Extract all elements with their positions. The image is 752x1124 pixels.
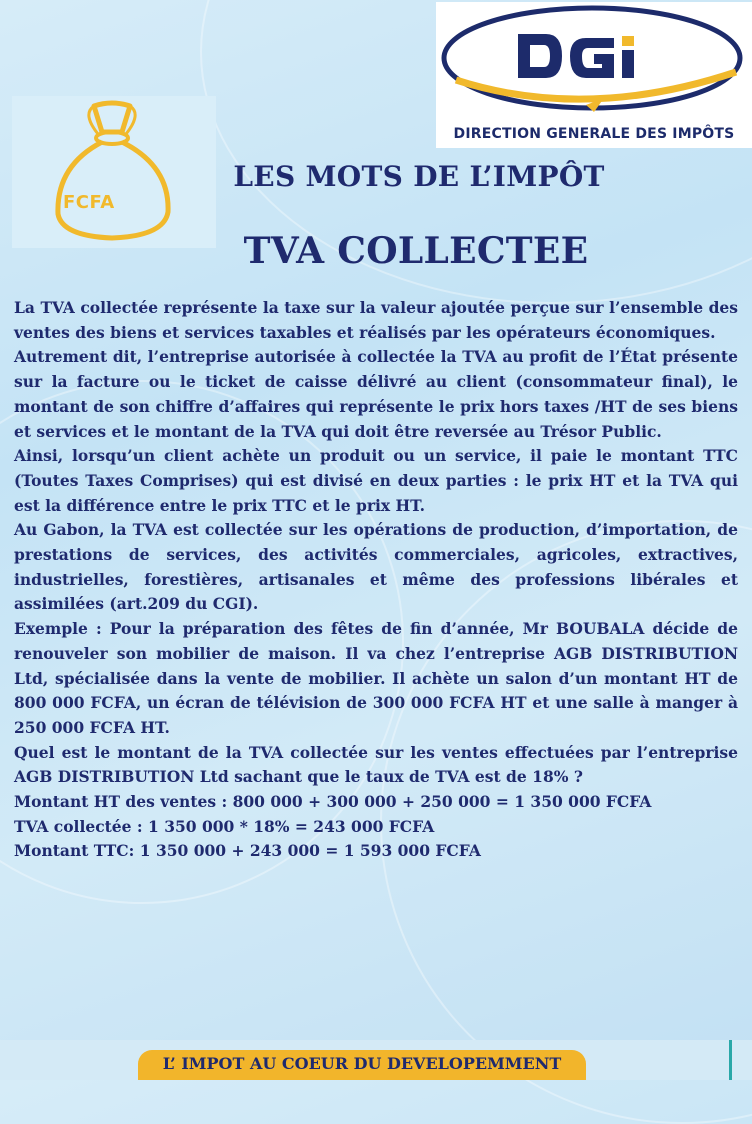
paragraph: Exemple : Pour la préparation des fêtes de fin d’année, Mr BOUBALA décide de renouveler son mobilier de maison. Il va chez l’entreprise AGB DISTRIBUTION Ltd, spécialisée dans la vente de mobilier. Il achète un salon d’un montant HT de 800 000 FCFA, un écran de télévision de 300 000 FCFA HT et une salle à manger à 250 000 FCFA HT.: [14, 619, 738, 737]
paragraph: Quel est le montant de la TVA collectée sur les ventes effectuées par l’entreprise AGB DISTRIBUTION Ltd sachant que le taux de TVA est de 18% ?: [14, 742, 738, 787]
paragraph: La TVA collectée représente la taxe sur la valeur ajoutée perçue sur l’ensemble des ventes des biens et services taxables et réalisés par les opérateurs économiques.: [14, 298, 738, 342]
calculation-line: TVA collectée : 1 350 000 * 18% = 243 000 FCFA: [14, 816, 435, 836]
calculation-line: Montant TTC: 1 350 000 + 243 000 = 1 593 000 FCFA: [14, 841, 481, 861]
paragraph: Ainsi, lorsqu’un client achète un produit ou un service, il paie le montant TTC (Toutes Taxes Comprises) qui est divisé en deux parties : le prix HT et la TVA qui est la différence entre le prix TTC et le prix HT.: [14, 446, 738, 515]
paragraph: Au Gabon, la TVA est collectée sur les opérations de production, d’importation, de prestations de services, des activités commerciales, agricoles, extractives, industrielles, forestières, artisanales et même des professions libérales et assimilées (art.209 du CGI).: [14, 520, 738, 614]
article-body: [14, 296, 738, 864]
footer-divider: [729, 1040, 732, 1080]
page-subtitle: TVA COLLECTEE: [243, 230, 589, 272]
footer-slogan: L’ IMPOT AU COEUR DU DEVELOPEMMENT: [138, 1050, 586, 1080]
page-title: LES MOTS DE L’IMPÔT: [233, 160, 605, 193]
dgi-caption: DIRECTION GENERALE DES IMPÔTS: [453, 126, 735, 142]
bag-label: FCFA: [63, 192, 115, 213]
calculation-line: Montant HT des ventes : 800 000 + 300 000 + 250 000 = 1 350 000 FCFA: [14, 792, 652, 812]
dgi-logo: [436, 2, 752, 148]
paragraph: Autrement dit, l’entreprise autorisée à collectée la TVA au profit de l’État présente sur la facture ou le ticket de caisse délivré au client (consommateur final), le montant de son chiffre d’affaires qui représente le prix hors taxes /HT de ses biens et services et le montant de la TVA qui doit être reversée au Trésor Public.: [14, 347, 738, 441]
